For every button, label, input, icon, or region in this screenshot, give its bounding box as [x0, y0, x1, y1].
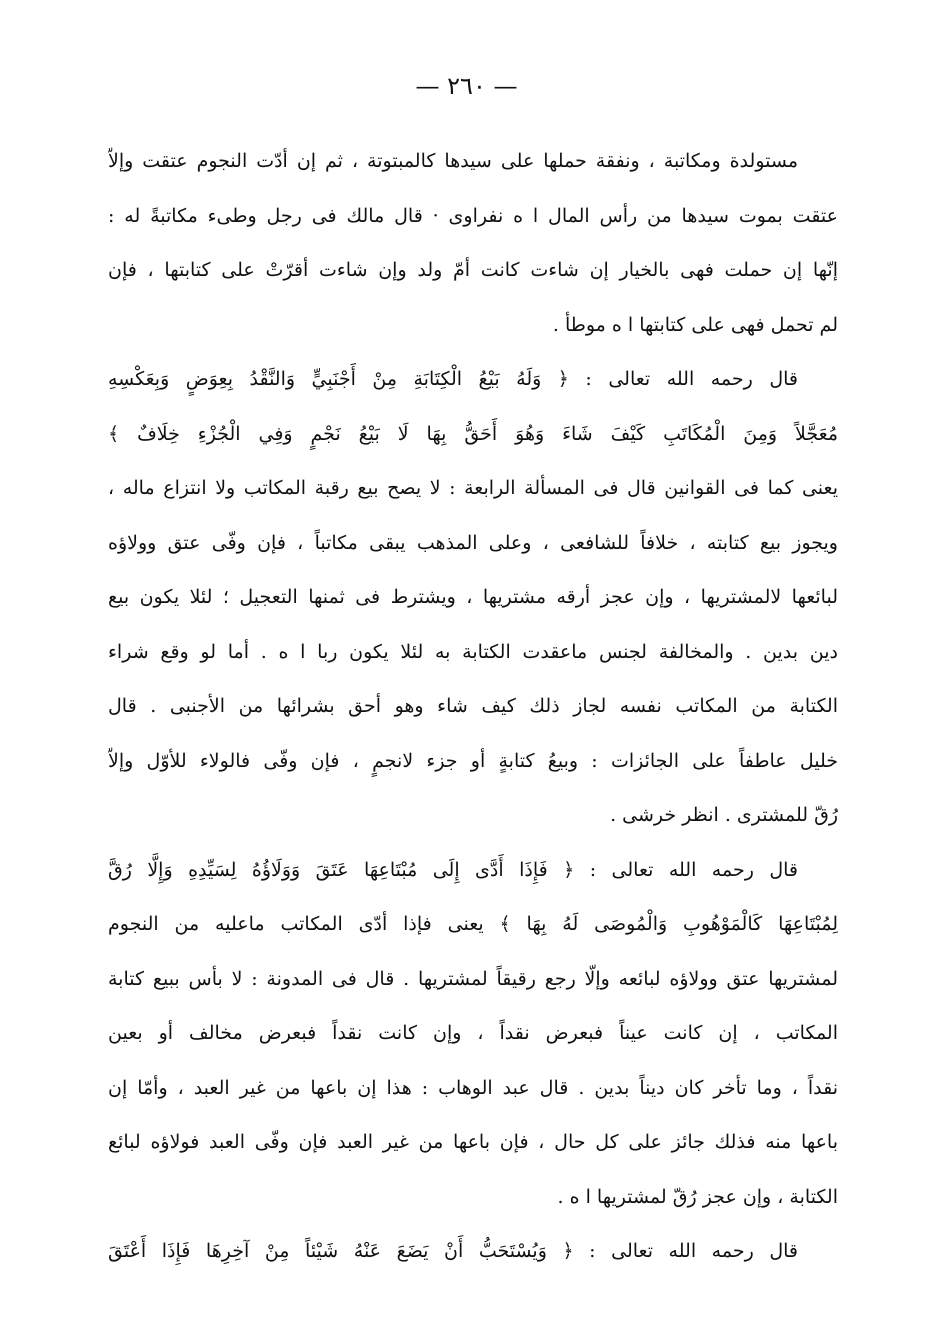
text-line: مُعَجَّلاً وَمِنَ الْمُكَاتَبِ كَيْفَ شَاءَ وَهُوَ أَحَقُّ بِهَا لَا بَيْعُ نَجْمٍ وَفِي الْجُزْءِ خِلَافٌ ﴾ [108, 422, 838, 445]
text-line: قال رحمه الله تعالى : ﴿ وَلَهُ بَيْعُ الْكِتَابَةِ مِنْ أَجْنَبِيٍّ وَالنَّقْدُ بِعِوَضٍ وَبِعَكْسِهِ [108, 368, 798, 390]
text-line: قال رحمه الله تعالى : ﴿ فَإِذَا أَدَّى إِلَى مُبْتَاعِهَا عَتَقَ وَوَلَاؤُهُ لِسَيِّدِهِ وَإِلَّا رُقَّ [108, 858, 798, 881]
paragraph-3 [108, 843, 838, 1225]
text-line: دين بدين . والمخالفة لجنس ماعقدت الكتابة به لئلا يكون ربا ا ه . أما لو وقع شراء [108, 640, 838, 663]
text-line: لِمُبْتَاعِهَا كَالْمَوْهُوبِ وَالْمُوصَى لَهُ بِهَا ﴾ يعنى فإذا أدّى المكاتب ماعليه من النجوم [108, 913, 838, 935]
text-line: باعها منه فذلك جائز على كل حال ، فإن باعها من غير العبد فإن وفّى العبد فولاؤه لبائع [108, 1131, 838, 1153]
text-line: لم تحمل فهى على كتابتها ا ه موطأ . [552, 313, 838, 336]
text-line: عتقت بموت سيدها من رأس المال ا ه نفراوى · قال مالك فى رجل وطىء مكاتبةً له : [108, 204, 838, 227]
text-line: المكاتب ، إن كانت عيناً فبعرض نقداً ، وإن كانت نقداً فبعرض مخالف أو بعين [108, 1022, 838, 1044]
text-line: لمشتريها عتق وولاؤه لبائعه وإلّا رجع رقيقاً لمشتريها . قال فى المدونة : لا بأس ببيع كتابة [108, 967, 838, 990]
text-line: نقداً ، وما تأخر كان ديناً بدين . قال عبد الوهاب : هذا إن باعها من غير العبد ، وأمّا إن [108, 1076, 838, 1099]
text-line: الكتابة ، وإن عجز رُقّ لمشتريها ا ه . [557, 1185, 838, 1208]
paragraph-2 [108, 352, 838, 843]
text-line: يعنى كما فى القوانين قال فى المسألة الرابعة : لا يصح بيع رقبة المكاتب ولا انتزاع ماله ، [108, 477, 838, 499]
text-line: مستولدة ومكاتبة ، ونفقة حملها على سيدها كالمبتوتة ، ثم إن أدّت النجوم عتقت وإلاّ [108, 150, 798, 172]
text-line: إنّها إن حملت فهى بالخيار إن شاءت كانت أمّ ولد وإن شاءت أقرّتْ على كتابتها ، فإن [108, 259, 838, 281]
paragraph-1 [108, 134, 838, 352]
paragraph-4 [108, 1224, 838, 1279]
text-line: ويجوز بيع كتابته ، خلافاً للشافعى ، وعلى المذهب يبقى مكاتباً ، فإن وفّى عتق وولاؤه [108, 531, 838, 554]
text-line: لبائعها لالمشتريها ، وإن عجز أرقه مشتريها ، ويشترط فى ثمنها التعجيل ؛ لئلا يكون بيع [108, 586, 838, 608]
text-line: رُقّ للمشترى . انظر خرشى . [610, 804, 838, 826]
text-line: خليل عاطفاً على الجائزات : وبيعُ كتابةٍ أو جزء لانجمٍ ، فإن وفّى فالولاء للأوّل وإلاّ [108, 749, 838, 772]
page-number: — ٢٦٠ — [415, 72, 518, 100]
text-line: قال رحمه الله تعالى : ﴿ وَيُسْتَحَبُّ أَنْ يَضَعَ عَنْهُ شَيْئاً مِنْ آخِرِهَا فَإِذَا أَعْتَقَ [108, 1240, 798, 1262]
text-line: الكتابة من المكاتب نفسه لجاز ذلك كيف شاء وهو أحق بشرائها من الأجنبى . قال [108, 695, 838, 717]
page-body [108, 134, 838, 1279]
